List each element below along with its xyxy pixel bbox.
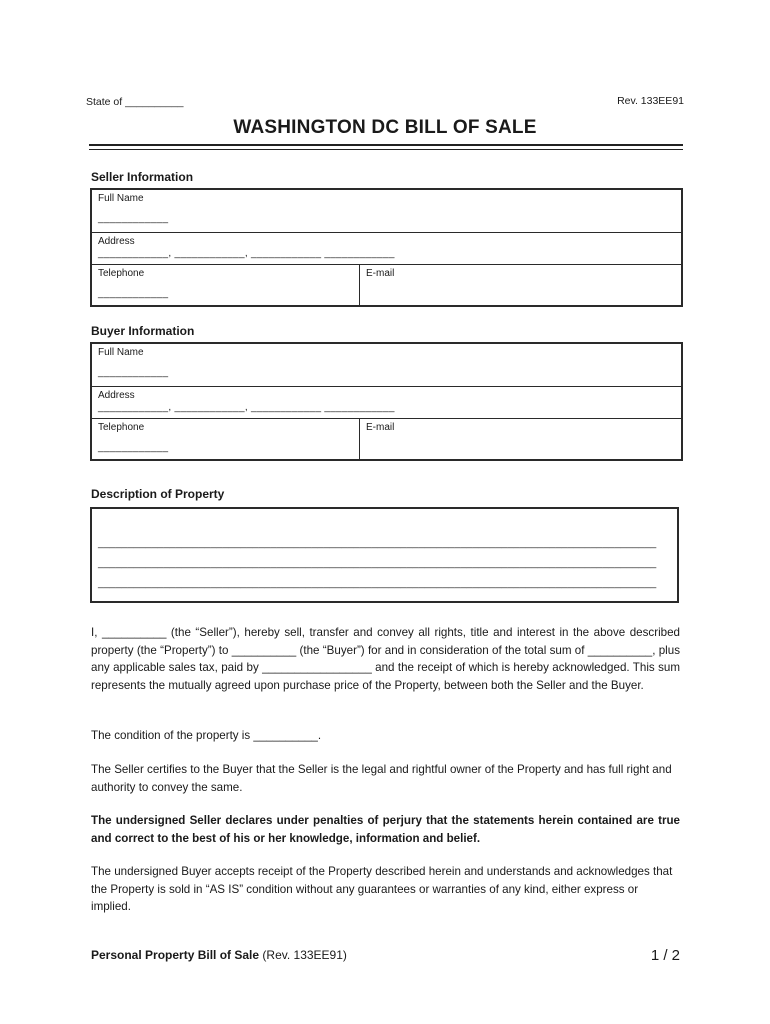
property-description-box[interactable] [90,507,679,603]
buyer-email-label: E-mail [366,422,395,433]
seller-full-name-field[interactable]: ____________ [98,213,169,224]
property-heading: Description of Property [91,487,225,501]
as-is-paragraph: The undersigned Buyer accepts receipt of the Property described herein and understands and acknowledges that the Property is sold in “AS IS” condition without any guarantees or warranties of any kind, either express or implied. [91,865,673,913]
title-rule-thick [89,144,683,146]
buyer-address-row[interactable] [92,387,681,419]
seller-address-field[interactable]: ____________, ____________, ____________ ____________ [98,248,395,259]
seller-cell-divider [359,265,360,305]
buyer-telephone-label: Telephone [98,422,145,433]
footer-document-name [91,948,347,962]
buyer-address-label: Address [98,390,135,401]
page-number: 1 / 2 [650,947,680,964]
condition-paragraph: The condition of the property is __________. [91,729,322,742]
revision-number: Rev. 133EE91 [617,95,684,107]
seller-full-name-row[interactable] [92,190,681,233]
seller-contact-row [92,265,681,305]
seller-address-row[interactable] [92,233,681,265]
seller-email-label: E-mail [366,268,395,279]
buyer-address-field[interactable]: ____________, ____________, ____________ ____________ [98,402,395,413]
seller-full-name-label: Full Name [98,193,144,204]
footer-title: Personal Property Bill of Sale [91,948,260,962]
document-title: WASHINGTON DC BILL OF SALE [233,117,537,138]
buyer-telephone-field[interactable]: ____________ [98,442,169,453]
footer-revision: (Rev. 133EE91) [262,948,347,962]
buyer-full-name-label: Full Name [98,347,144,358]
buyer-full-name-field[interactable]: ____________ [98,367,169,378]
buyer-contact-row [92,419,681,459]
seller-telephone-field[interactable]: ____________ [98,288,169,299]
buyer-cell-divider [359,419,360,459]
buyer-full-name-row[interactable] [92,344,681,387]
sale-clause-paragraph: I, __________ (the “Seller”), hereby sell, transfer and convey all rights, title and interest in the above described property (the “Property”) to __________ (the “Buyer”) for and in consideration of the total sum of __________, plus any applicable sales tax, paid by _________________ and the receipt of which is hereby acknowledged. This sum represents the mutually agreed upon purchase price of the Property, between both the Seller and the Buyer. [91,626,680,692]
property-line[interactable]: ______________________________________________________________________________________________ [98,577,657,589]
seller-address-label: Address [98,236,135,247]
seller-telephone-label: Telephone [98,268,145,279]
perjury-paragraph: The undersigned Seller declares under penalties of perjury that the statements herein contained are true and correct to the best of his or her knowledge, information and belief. [91,814,680,845]
ownership-paragraph: The Seller certifies to the Buyer that the Seller is the legal and rightful owner of the Property and has full right and authority to convey the same. [91,763,672,794]
property-line[interactable]: ______________________________________________________________________________________________ [98,537,657,549]
title-rule-thin [89,149,683,150]
buyer-info-box [90,342,683,461]
state-field: State of __________ [86,96,184,108]
property-line[interactable]: ______________________________________________________________________________________________ [98,557,657,569]
seller-heading: Seller Information [91,170,194,184]
seller-info-box [90,188,683,307]
buyer-heading: Buyer Information [91,324,195,338]
